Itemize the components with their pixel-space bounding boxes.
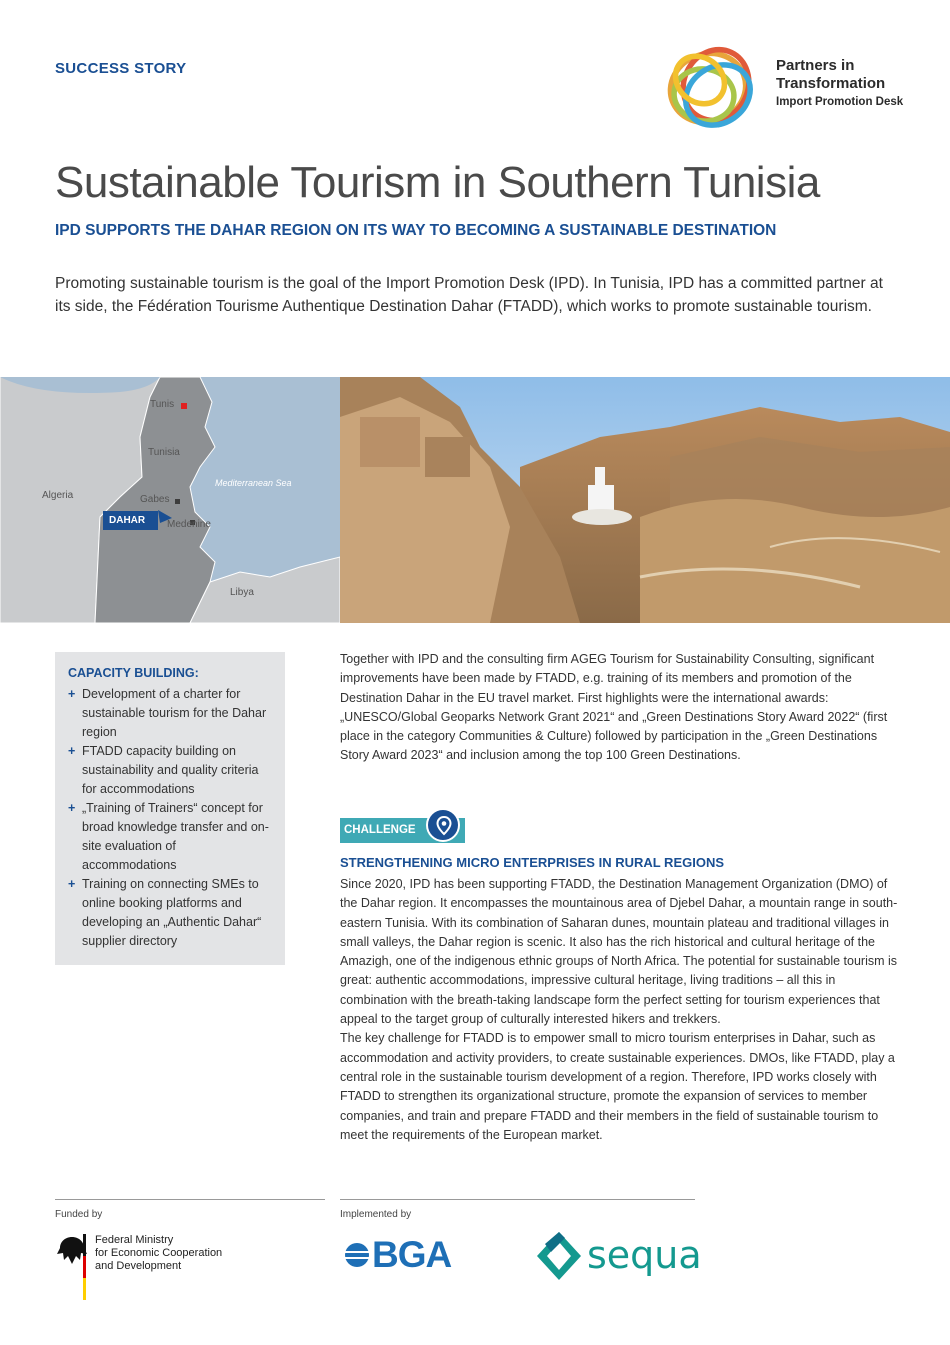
capacity-building-box <box>55 652 285 965</box>
capacity-building-list <box>68 685 273 951</box>
bmz-line-1: Federal Ministry <box>95 1234 174 1246</box>
dahar-landscape-photo <box>340 377 950 623</box>
federal-eagle-icon <box>55 1234 89 1302</box>
map-label-sea: Mediterranean Sea <box>215 478 292 488</box>
bga-wordmark: BGA <box>372 1234 452 1275</box>
map-label-libya: Libya <box>230 587 254 598</box>
logo-line-partners: Partners in <box>776 57 855 74</box>
bmz-logo <box>55 1234 275 1302</box>
gabes-marker-icon <box>175 499 180 504</box>
map-label-tunis: Tunis <box>150 399 175 410</box>
intro-paragraph: Promoting sustainable tourism is the goal of the Import Promotion Desk (IPD). In Tunisia, IPD has a committed partner at its side, the Fédération Tourisme Authentique Destination Dahar (FTADD), which works to promote sustainable tourism. <box>55 275 883 315</box>
list-item: + Training on connecting SMEs to online booking platforms and developing an „Authentic Dahar“ supplier directory <box>68 877 262 948</box>
location-pin-icon <box>426 808 460 842</box>
funded-by-label: Funded by <box>55 1209 103 1220</box>
partners-in-transformation-logo <box>658 40 908 135</box>
page-title: Sustainable Tourism in Southern Tunisia <box>55 158 820 207</box>
plus-icon: + <box>68 801 76 815</box>
implemented-by-label: Implemented by <box>340 1209 412 1220</box>
body-paragraph-1: Together with IPD and the consulting firm AGEG Tourism for Sustainability Consulting, significant improvements have been made by FTADD, e.g. training of its members and promotion of the Destination Dahar in the EU travel market. First highlights were the international awards: „UNESCO/Global Geoparks Network Grant 2021“ and „Green Destinations Story Award 2022“ (first place in the category Communities & Culture) followed by participation in the „Green Destinations Story Award 2023“ and inclusion among the top 100 Green Destinations. <box>340 652 888 763</box>
logo-line-ipd: Import Promotion Desk <box>776 96 904 108</box>
plus-icon: + <box>68 744 76 758</box>
plus-icon: + <box>68 877 76 891</box>
body-paragraph-3: The key challenge for FTADD is to empower small to micro tourism enterprises in Dahar, such as accommodation and activity providers, to create sustainable experiences. DMOs, like FTADD, play a central role in the sustainable tourism development of a region. Therefore, IPD works closely with FTADD to strengthen its organizational structure, promote the expansion of services to member companies, and train and prepare FTADD and their members in the field of sustainable tourism to meet the requirements of the European market. <box>340 1031 895 1142</box>
challenge-label: CHALLENGE <box>344 824 416 836</box>
capacity-building-title: CAPACITY BUILDING: <box>68 666 199 680</box>
map-label-gabes: Gabes <box>140 494 170 505</box>
list-item: + „Training of Trainers“ concept for broad knowledge transfer and on-site evaluation of accommodations <box>68 801 269 872</box>
sequa-logo <box>535 1230 705 1282</box>
logo-line-transformation: Transformation <box>776 75 886 92</box>
map-label-medenine: Medenine <box>167 519 211 530</box>
bga-logo <box>344 1232 469 1277</box>
sequa-wordmark: sequa <box>587 1233 702 1277</box>
challenge-heading: STRENGTHENING MICRO ENTERPRISES IN RURAL REGIONS <box>340 855 725 870</box>
challenge-text <box>340 875 900 1145</box>
plus-icon: + <box>68 687 76 701</box>
tunisia-map <box>0 377 340 623</box>
dahar-region-tag: DAHAR <box>103 511 158 530</box>
rings-logo-icon <box>658 40 770 135</box>
tunis-marker-icon <box>181 403 187 409</box>
bmz-line-3: and Development <box>95 1260 182 1272</box>
bga-circle-icon <box>344 1232 370 1277</box>
footer-divider-left <box>55 1199 325 1200</box>
map-label-algeria: Algeria <box>42 490 74 501</box>
document-kicker: SUCCESS STORY <box>55 60 187 77</box>
list-item: + Development of a charter for sustainable tourism for the Dahar region <box>68 687 267 739</box>
map-label-tunisia: Tunisia <box>148 447 180 458</box>
challenge-badge <box>340 818 465 843</box>
page-subtitle: IPD SUPPORTS THE DAHAR REGION ON ITS WAY TO BECOMING A SUSTAINABLE DESTINATION <box>55 222 777 239</box>
bmz-line-2: for Economic Cooperation <box>95 1247 223 1259</box>
footer-divider-right <box>340 1199 695 1200</box>
list-item: + FTADD capacity building on sustainability and quality criteria for accommodations <box>68 744 259 796</box>
sequa-diamond-icon <box>535 1230 583 1282</box>
body-paragraph-2: Since 2020, IPD has been supporting FTADD, the Destination Management Organization (DMO) of the Dahar region. It encompasses the mountainous area of Djebel Dahar, a mountain range in south-eastern Tunisia. With its combination of Saharan dunes, mountain plateau and traditional villages in small valleys, the Dahar region is scenic. It also has the rich historical and cultural heritage of the Amazigh, one of the indigenous ethnic groups of North Africa. The potential for sustainable tourism is great: authentic accommodations, impressive cultural heritage, living traditions – all this in combination with the breath-taking landscape form the perfect setting for tourism experiences that appeal to the target group of culturally interested hikers and trekkers. <box>340 877 898 1027</box>
